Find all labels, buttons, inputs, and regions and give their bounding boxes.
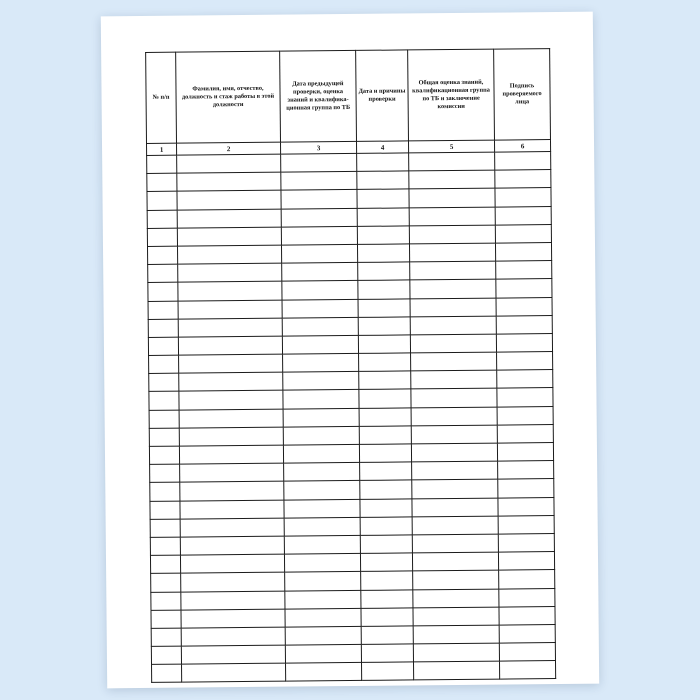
table-cell-empty[interactable] [358,298,410,317]
table-cell-empty[interactable] [150,537,180,555]
table-cell-empty[interactable] [359,408,411,427]
document-sheet [101,12,599,689]
table-cell-empty[interactable] [412,498,498,517]
table-cell-empty[interactable] [150,501,180,519]
table-cell-empty[interactable] [413,661,499,680]
table-cell-empty[interactable] [283,353,359,372]
table-cell-empty[interactable] [360,462,412,481]
table-cell-empty[interactable] [411,425,497,444]
table-cell-empty[interactable] [284,535,360,554]
table-cell-empty[interactable] [149,410,179,428]
table-cell-empty[interactable] [147,173,177,191]
table-cell-empty[interactable] [499,643,555,662]
table-cell-empty[interactable] [358,280,410,299]
table-cell-empty[interactable] [149,355,179,373]
table-cell-empty[interactable] [413,607,499,626]
table-cell-empty[interactable] [283,408,359,427]
table-cell-empty[interactable] [499,624,555,643]
table-cell-empty[interactable] [497,370,553,389]
column-header-assessment: Общая оценка знаний, квалификационная группа по ТБ и заключение комиссии [408,49,495,141]
column-header-previous-check: Дата предыдущей проверки, оценка знаний и квалифика-ционная группа по ТБ [280,50,357,142]
table-cell-empty[interactable] [411,352,497,371]
table-cell-empty[interactable] [360,535,412,554]
table-cell-empty[interactable] [357,207,409,226]
table-cell-empty[interactable] [178,300,282,319]
table-cell-empty[interactable] [180,518,284,537]
table-cell-empty[interactable] [179,427,283,446]
column-number-6: 6 [494,140,550,153]
table-cell-empty[interactable] [179,354,283,373]
table-cell-empty[interactable] [149,373,179,391]
table-cell-empty[interactable] [285,590,361,609]
table-cell-empty[interactable] [179,409,283,428]
table-cell-empty[interactable] [357,189,409,208]
table-cell-empty[interactable] [151,573,181,591]
table-cell-empty[interactable] [179,445,283,464]
table-cell-empty[interactable] [148,264,178,282]
table-cell-empty[interactable] [178,318,282,337]
table-cell-empty[interactable] [285,644,361,663]
table-cell-empty[interactable] [147,228,177,246]
table-cell-empty[interactable] [178,263,282,282]
table-cell-empty[interactable] [177,209,281,228]
table-cell-empty[interactable] [496,333,552,352]
table-cell-empty[interactable] [286,663,362,682]
table-cell-empty[interactable] [357,153,409,172]
table-cell-empty[interactable] [151,610,181,628]
table-cell-empty[interactable] [496,315,552,334]
table-cell-empty[interactable] [285,572,361,591]
table-cell-empty[interactable] [412,461,498,480]
table-cell-empty[interactable] [179,372,283,391]
table-cell-empty[interactable] [359,444,411,463]
table-cell-empty[interactable] [410,261,496,280]
table-cell-empty[interactable] [151,592,181,610]
table-cell-empty[interactable] [495,206,551,225]
table-cell-empty[interactable] [148,282,178,300]
table-cell-empty[interactable] [180,536,284,555]
table-cell-empty[interactable] [178,281,282,300]
table-cell-empty[interactable] [148,301,178,319]
table-cell-empty[interactable] [283,444,359,463]
table-cell-empty[interactable] [499,570,555,589]
table-cell-empty[interactable] [150,519,180,537]
column-header-person: Фамилия, имя, отчество, должность и стаж работы в этой должности [176,51,281,143]
table-cell-empty[interactable] [147,246,177,264]
column-number-2: 2 [177,142,281,155]
table-cell-empty[interactable] [360,498,412,517]
table-cell-empty[interactable] [147,155,177,173]
table-cell-empty[interactable] [495,152,551,171]
table-cell-empty[interactable] [282,335,358,354]
table-cell-empty[interactable] [499,588,555,607]
journal-table-container [145,48,555,683]
table-cell-empty[interactable] [495,242,551,261]
table-cell-empty[interactable] [149,392,179,410]
table-cell-empty[interactable] [284,481,360,500]
table-cell-empty[interactable] [498,461,554,480]
table-cell-empty[interactable] [495,224,551,243]
table-cell-empty[interactable] [283,372,359,391]
table-cell-empty[interactable] [284,554,360,573]
table-cell-empty[interactable] [178,336,282,355]
table-cell-empty[interactable] [151,628,181,646]
table-cell-empty[interactable] [147,192,177,210]
table-cell-empty[interactable] [409,243,495,262]
table-cell-empty[interactable] [412,479,498,498]
table-cell-empty[interactable] [495,188,551,207]
table-cell-empty[interactable] [282,263,358,282]
table-cell-empty[interactable] [285,608,361,627]
table-cell-empty[interactable] [148,319,178,337]
table-cell-empty[interactable] [410,334,496,353]
table-cell-empty[interactable] [497,424,553,443]
journal-table-body [147,152,556,683]
table-cell-empty[interactable] [149,446,179,464]
table-cell-empty[interactable] [177,227,281,246]
table-cell-empty[interactable] [281,172,357,191]
table-cell-empty[interactable] [361,644,413,663]
table-cell-empty[interactable] [284,499,360,518]
table-cell-empty[interactable] [150,464,180,482]
table-cell-empty[interactable] [361,608,413,627]
table-cell-empty[interactable] [362,662,414,681]
table-cell-empty[interactable] [358,317,410,336]
column-header-date-reason: Дата и причины проверки [356,50,409,141]
table-header-row [146,49,551,144]
column-number-3: 3 [281,141,357,154]
table-cell-empty[interactable] [413,589,499,608]
table-cell-empty[interactable] [411,370,497,389]
table-cell-empty[interactable] [285,626,361,645]
table-cell-empty[interactable] [498,533,554,552]
table-cell-empty[interactable] [497,443,553,462]
table-cell-empty[interactable] [180,554,284,573]
table-cell-empty[interactable] [410,298,496,317]
table-row[interactable] [152,661,556,683]
table-cell-empty[interactable] [149,428,179,446]
table-cell-empty[interactable] [497,406,553,425]
table-cell-empty[interactable] [495,170,551,189]
table-cell-empty[interactable] [281,208,357,227]
table-cell-empty[interactable] [409,225,495,244]
table-cell-empty[interactable] [151,646,181,664]
table-cell-empty[interactable] [180,500,284,519]
table-cell-empty[interactable] [179,391,283,410]
table-cell-empty[interactable] [498,479,554,498]
table-cell-empty[interactable] [498,515,554,534]
table-cell-empty[interactable] [181,591,285,610]
table-cell-empty[interactable] [152,664,182,682]
table-cell-empty[interactable] [283,390,359,409]
table-cell-empty[interactable] [409,188,495,207]
table-cell-empty[interactable] [413,570,499,589]
table-cell-empty[interactable] [284,517,360,536]
table-cell-empty[interactable] [361,589,413,608]
table-cell-empty[interactable] [412,534,498,553]
table-cell-empty[interactable] [284,463,360,482]
table-cell-empty[interactable] [360,553,412,572]
table-cell-empty[interactable] [281,226,357,245]
table-cell-empty[interactable] [361,571,413,590]
table-cell-empty[interactable] [359,371,411,390]
table-cell-empty[interactable] [413,625,499,644]
table-cell-empty[interactable] [150,483,180,501]
table-cell-empty[interactable] [359,426,411,445]
table-cell-empty[interactable] [358,335,410,354]
table-cell-empty[interactable] [411,407,497,426]
column-number-4: 4 [356,141,408,153]
column-number-1: 1 [147,143,177,155]
table-cell-empty[interactable] [181,627,285,646]
table-cell-empty[interactable] [413,643,499,662]
table-cell-empty[interactable] [359,389,411,408]
table-cell-empty[interactable] [499,661,555,680]
table-cell-empty[interactable] [357,171,409,190]
table-cell-empty[interactable] [410,316,496,335]
table-cell-empty[interactable] [177,245,281,264]
table-cell-empty[interactable] [411,389,497,408]
table-cell-empty[interactable] [357,226,409,245]
table-cell-empty[interactable] [180,463,284,482]
table-cell-empty[interactable] [181,572,285,591]
table-cell-empty[interactable] [496,297,552,316]
table-cell-empty[interactable] [181,645,285,664]
table-cell-empty[interactable] [497,352,553,371]
table-cell-empty[interactable] [360,517,412,536]
table-cell-empty[interactable] [412,552,498,571]
table-cell-empty[interactable] [282,317,358,336]
table-cell-empty[interactable] [282,281,358,300]
table-cell-empty[interactable] [281,190,357,209]
table-cell-empty[interactable] [177,172,281,191]
table-cell-empty[interactable] [358,262,410,281]
table-cell-empty[interactable] [359,353,411,372]
table-cell-empty[interactable] [497,388,553,407]
table-cell-empty[interactable] [409,170,495,189]
table-cell-empty[interactable] [410,279,496,298]
column-header-number: № п/п [146,52,177,143]
table-cell-empty[interactable] [496,261,552,280]
table-cell-empty[interactable] [281,153,357,172]
table-cell-empty[interactable] [180,482,284,501]
table-cell-empty[interactable] [412,516,498,535]
table-cell-empty[interactable] [498,552,554,571]
table-cell-empty[interactable] [409,152,495,171]
table-cell-empty[interactable] [498,497,554,516]
table-cell-empty[interactable] [182,663,286,682]
table-cell-empty[interactable] [150,555,180,573]
table-cell-empty[interactable] [360,480,412,499]
table-cell-empty[interactable] [499,606,555,625]
table-cell-empty[interactable] [411,443,497,462]
journal-table [145,48,556,683]
table-cell-empty[interactable] [357,244,409,263]
table-cell-empty[interactable] [148,337,178,355]
table-cell-empty[interactable] [147,210,177,228]
column-number-5: 5 [408,140,494,153]
table-cell-empty[interactable] [177,191,281,210]
table-cell-empty[interactable] [177,154,281,173]
table-cell-empty[interactable] [361,626,413,645]
table-cell-empty[interactable] [181,609,285,628]
table-cell-empty[interactable] [282,299,358,318]
table-cell-empty[interactable] [496,279,552,298]
table-cell-empty[interactable] [281,244,357,263]
column-header-signature: Подпись проверяемого лица [494,49,551,141]
table-cell-empty[interactable] [409,207,495,226]
table-cell-empty[interactable] [283,426,359,445]
